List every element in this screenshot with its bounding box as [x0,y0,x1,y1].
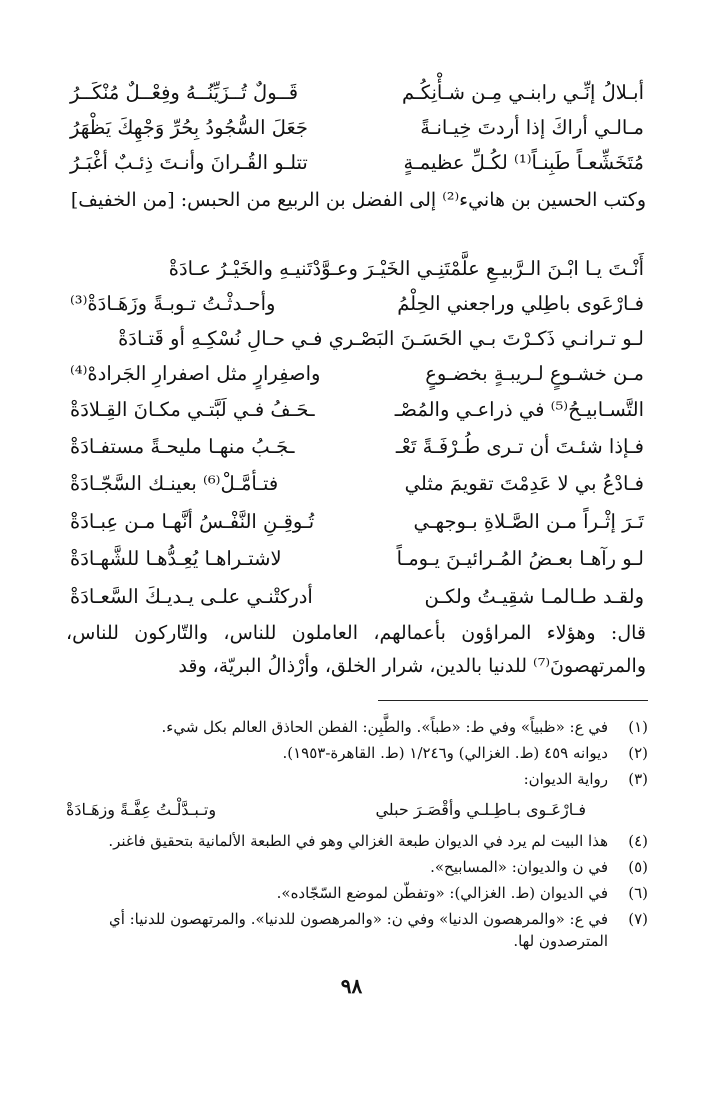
footnote [66,768,648,790]
verse-hemistich: تَـرَ إثْـراً مـن الصَّـلاةِ بـوجهـي [413,510,644,533]
footnote-number: (١) [628,718,648,736]
verse-hemistich: واصفِرارٍ مثل اصفرارِ الجَرادهْ⁽⁴⁾ [70,362,321,385]
verse-hemistich: مـن خشـوعٍ لـريبـةٍ بخضـوعٍ [425,362,644,385]
footnote-number: (٦) [628,884,648,902]
verse-hemistich: فـارْعَوى باطِلي وراجعني الحِلْمُ [397,292,644,315]
footnote-text: ديوانه ٤٥٩ (ط. الغزالي) و١/٢٤٦ (ط. القاهرة-١٩٥٣). [282,744,608,762]
verse-hemistich: ـجَـبُ منهـا مليحـةً مستفـادَةْ [70,435,295,458]
footnote-number: (٣) [628,770,648,788]
footnote [66,742,648,764]
verse-line [70,505,644,539]
footnote-divider [378,700,648,701]
verse-hemistich: قَــولٌ تُــزَيِّنُــهُ وفِعْــلٌ مُنْكَــرُ [70,81,299,104]
intro-paragraph: وكتب الحسين بن هانيء⁽²⁾ إلى الفضل بن الربيع من الحبس: [من الخفيف] [70,189,646,211]
verse-hemistich: فـادْعُ بي لا عَدِمْتَ تقويمَ مثلي [404,472,644,495]
verse-hemistich: وتـبـدَّلْـتُ عِفَّـةً وزهَـادَةْ [66,800,217,819]
verse-hemistich: جَعَلَ السُّجُودُ بِحُرِّ وَجْهِكَ يَظْهَرُ [70,116,308,139]
footnote [66,856,648,878]
verse-line [70,467,644,501]
verse-hemistich: مُتَخَشِّعـاً طَبِنـاً⁽¹⁾ لكُـلِّ عظيمـةٍ [403,151,644,174]
footnote-number: (٧) [628,910,648,928]
verse-hemistich: تتلـو القُـرانَ وأنـتَ ذِئـبٌ أغْبَـرُ [70,151,308,174]
footnote [66,716,648,738]
verse-hemistich: أدركتْنـي علـى يـديـكَ السَّعـادَةْ [70,585,313,608]
verse-line [70,393,644,427]
verse-line [70,252,644,286]
verse-hemistich: أبـلالُ إنِّـي رابنـي مِـن شـأْنِكُـم [402,81,644,104]
verse-hemistich: ـحَـفُ فـي لَبَّتـي مكـانَ القِـلادَةْ [70,398,315,421]
verse-hemistich: ولقـد طـالمـا شقِيـتُ ولكـن [424,585,644,608]
footnote [66,882,648,904]
footnote-text: في الديوان (ط. الغزالي): «وتفطّن لموضع السّجّاده». [276,884,608,902]
verse-line [70,357,644,391]
verse-line [70,76,644,110]
verse-line [70,111,644,145]
verse-hemistich: تُـوقِـنِ النَّفْـسُ أنَّهـا مـن عِبـادَةْ [70,510,315,533]
verse-line [70,580,644,614]
verse-hemistich: وأحـدثْـتُ تـوبـةً وزَهَـادَةْ⁽³⁾ [70,292,276,315]
footnote-text: في ن والديوان: «المسابيح». [430,858,608,876]
footnote-text: رواية الديوان: [523,770,608,788]
footnote-text: في ع: «ظبياً» وفي ط: «طباً». والطَّبِن: الفطن الحاذق العالم بكل شيء. [161,718,608,736]
verse-line [70,322,644,356]
verse-hemistich: لاشتـراهـا يُعِـدُّهـا للشَّهـادَةْ [70,547,282,570]
footnote-text: في ع: «والمرهصون الدنيا» وفي ن: «والمرهصون للدنيا». والمرتهصون للدنيا: أي المترصدون لها. [108,910,608,950]
page-number: ٩٨ [340,974,363,998]
footnote [66,908,648,952]
footnote-verse [66,796,586,824]
verse-line [70,430,644,464]
verse-line [70,542,644,576]
verse-hemistich: فتـأمَّـلْ⁽⁶⁾ بعينـك السَّجّـادَةْ [70,472,279,495]
footnote-number: (٤) [628,832,648,850]
verse-hemistich: فـارْعَـوى بـاطِـلـي وأقْصَـرَ حبلي [375,800,586,819]
verse-hemistich: أَنْـتَ يـا ابْـنَ الـرَّبيـعِ علَّمْتَنِـي الخَيْـرَ وعـوَّدْتَنيـهِ والخَيْـرُ عـادَةْ [168,257,644,280]
verse-line [70,146,644,180]
verse-hemistich: فـإذا شئـتَ أن تـرى طُـرْفَـةً تَعْـ [395,435,644,458]
footnote-number: (٢) [628,744,648,762]
verse-hemistich: مـالـي أراكَ إذا أردتَ خِيـانـةً [420,116,644,139]
footnote-text: هذا البيت لم يرد في الديوان طبعة الغزالي وهو في الطبعة الألمانية بتحقيق فاغنر. [108,832,608,850]
verse-line [70,287,644,321]
verse-hemistich: لـو تـرانـي ذَكـرْتَ بـي الحَسَـنَ البَصْـري فـي حـالِ نُسْكِـهِ أو قَتـادَةْ [118,327,644,350]
verse-hemistich: التَّسـابيـحُ⁽⁵⁾ في ذراعـي والمُصْـ [394,398,644,421]
closing-paragraph: قال: وهؤلاء المراؤون بأعمالهم، العاملون للناس، والتّاركون للناس، والمرتهصونَ⁽⁷⁾ للدنيا بالدين، شرار الخلق، وأرْذالُ البريّة، وقد [66,622,646,677]
footnote [66,830,648,852]
verse-hemistich: لـو رآهـا بعـضُ المُـرائيـنَ يـومـاً [396,547,644,570]
footnote-number: (٥) [628,858,648,876]
